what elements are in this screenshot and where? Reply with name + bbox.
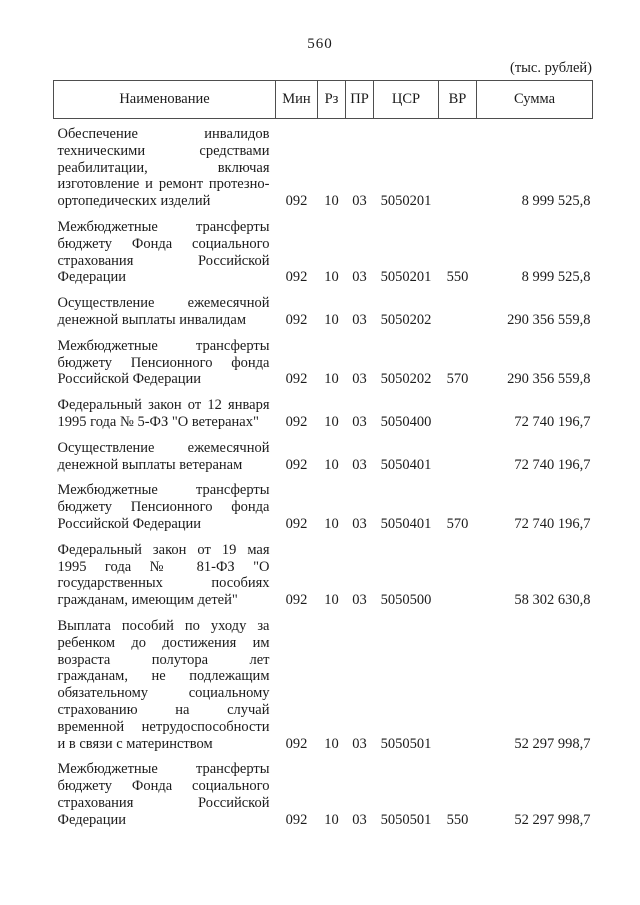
row-vr (439, 119, 477, 210)
row-pr: 03 (352, 193, 367, 210)
row-name-line: Осуществление ежемесячной (57, 439, 270, 456)
row-csr: 5050501 (380, 811, 432, 828)
table-row (54, 119, 593, 210)
row-min: 092 (285, 193, 308, 210)
row-rz: 10 (324, 269, 339, 286)
row-pr: 03 (352, 811, 367, 828)
page-number: 560 (307, 36, 333, 52)
row-min: 092 (285, 456, 308, 473)
row-rz: 10 (324, 413, 339, 430)
row-min: 092 (285, 735, 308, 752)
row-name-line: Межбюджетные трансферты (57, 482, 270, 499)
row-rz: 10 (324, 193, 339, 210)
row-vr (439, 286, 477, 329)
row-name-line: ребенком до достижения им (57, 634, 270, 651)
header-rz: Рз (318, 81, 346, 119)
row-csr: 5050201 (380, 269, 432, 286)
table-row (54, 473, 593, 532)
row-name (58, 397, 270, 431)
row-name-line: 1995 года № 81-ФЗ "О (57, 558, 270, 575)
table-header-row (54, 81, 593, 119)
row-name-line: бюджету Пенсионного фонда (57, 354, 270, 371)
row-csr: 5050202 (380, 371, 432, 388)
row-name-line: гражданам, имеющим детей" (57, 592, 238, 609)
row-min: 092 (285, 592, 308, 609)
row-csr: 5050400 (380, 413, 432, 430)
header-min: Мин (276, 81, 318, 119)
row-name-cell (54, 533, 276, 609)
row-name-line: страхованию на случай (57, 701, 270, 718)
row-name-line: возраста полутора лет (57, 651, 270, 668)
row-name-line: государственных пособиях (57, 575, 270, 592)
row-min: 092 (285, 413, 308, 430)
row-vr: 550 (446, 811, 469, 828)
row-name-line: денежной выплаты ветеранам (57, 456, 243, 473)
row-name-line: реабилитации, включая (57, 159, 270, 176)
row-rz: 10 (324, 515, 339, 532)
row-rz: 10 (324, 592, 339, 609)
row-sum: 72 740 196,7 (514, 456, 591, 473)
row-name-cell (54, 210, 276, 286)
row-sum: 52 297 998,7 (514, 735, 591, 752)
row-vr (439, 431, 477, 474)
row-name-line: страхования Российской (57, 252, 270, 269)
header-name: Наименование (54, 81, 276, 119)
row-sum: 290 356 559,8 (507, 371, 591, 388)
row-name-line: Российской Федерации (57, 515, 202, 532)
row-rz: 10 (324, 456, 339, 473)
row-pr: 03 (352, 456, 367, 473)
row-name-line: Федерации (57, 269, 126, 286)
row-csr: 5050401 (380, 456, 432, 473)
row-pr: 03 (352, 371, 367, 388)
row-name-cell (54, 609, 276, 752)
row-pr: 03 (352, 735, 367, 752)
row-sum: 290 356 559,8 (507, 311, 591, 328)
row-name-line: страхования Российской (57, 794, 270, 811)
row-rz: 10 (324, 735, 339, 752)
row-min: 092 (285, 269, 308, 286)
row-name (58, 126, 270, 210)
row-name-line: бюджету Фонда социального (57, 778, 270, 795)
row-name-line: гражданам, не подлежащим (57, 668, 270, 685)
row-name-line: Федеральный закон от 12 января (57, 397, 270, 414)
row-sum: 72 740 196,7 (514, 515, 591, 532)
row-min: 092 (285, 371, 308, 388)
header-vr: ВР (439, 81, 477, 119)
table-row (54, 431, 593, 474)
row-csr: 5050201 (380, 193, 432, 210)
row-name-line: Выплата пособий по уходу за (57, 617, 270, 634)
row-min: 092 (285, 311, 308, 328)
row-min: 092 (285, 811, 308, 828)
table-header (54, 81, 593, 119)
row-name (58, 219, 270, 286)
row-name (58, 618, 270, 752)
table-body (54, 119, 593, 829)
table-row (54, 210, 593, 286)
row-name-line: и в связи с материнством (57, 735, 213, 752)
row-name-line: техническими средствами (57, 142, 270, 159)
header-sum: Сумма (477, 81, 593, 119)
row-min: 092 (285, 515, 308, 532)
row-name-line: Обеспечение инвалидов (57, 126, 270, 142)
row-pr: 03 (352, 269, 367, 286)
row-vr (439, 388, 477, 431)
row-name-line: бюджету Пенсионного фонда (57, 499, 270, 516)
row-name (58, 482, 270, 532)
table-row (54, 752, 593, 828)
row-rz: 10 (324, 311, 339, 328)
row-pr: 03 (352, 592, 367, 609)
row-sum: 58 302 630,8 (514, 592, 591, 609)
row-name-line: Межбюджетные трансферты (57, 218, 270, 235)
row-vr (439, 609, 477, 752)
row-name-cell (54, 286, 276, 329)
row-csr: 5050501 (380, 735, 432, 752)
row-name-line: изготовление и ремонт протезно- (57, 176, 270, 193)
row-name-line: Федерации (57, 811, 126, 828)
row-name-line: временной нетрудоспособности (57, 718, 270, 735)
row-csr: 5050401 (380, 515, 432, 532)
row-name (58, 338, 270, 388)
row-name (58, 440, 270, 474)
row-name-line: ортопедических изделий (57, 193, 211, 210)
row-rz: 10 (324, 371, 339, 388)
row-name-cell (54, 752, 276, 828)
row-sum: 52 297 998,7 (514, 811, 591, 828)
row-pr: 03 (352, 311, 367, 328)
row-name-line: денежной выплаты инвалидам (57, 311, 246, 328)
header-csr: ЦСР (374, 81, 439, 119)
row-vr: 570 (446, 371, 469, 388)
header-pr: ПР (346, 81, 374, 119)
table-row (54, 388, 593, 431)
row-sum: 8 999 525,8 (521, 269, 591, 286)
row-name-cell (54, 388, 276, 431)
row-name-line: обязательному социальному (57, 685, 270, 702)
units-note: (тыс. рублей) (510, 60, 592, 76)
row-name-line: Осуществление ежемесячной (57, 295, 270, 312)
row-csr: 5050202 (380, 311, 432, 328)
row-pr: 03 (352, 515, 367, 532)
row-csr: 5050500 (380, 592, 432, 609)
row-name (58, 542, 270, 609)
row-name-cell (54, 329, 276, 388)
budget-table (53, 80, 593, 828)
row-sum: 8 999 525,8 (521, 193, 591, 210)
row-name-cell (54, 431, 276, 474)
row-name-line: Федеральный закон от 19 мая (57, 541, 270, 558)
row-vr: 570 (446, 515, 469, 532)
row-name-cell (54, 473, 276, 532)
row-name-line: Межбюджетные трансферты (57, 337, 270, 354)
row-name-line: Межбюджетные трансферты (57, 761, 270, 778)
table-row (54, 609, 593, 752)
table-row (54, 329, 593, 388)
table-row (54, 533, 593, 609)
table-row (54, 286, 593, 329)
row-name-line: бюджету Фонда социального (57, 235, 270, 252)
row-sum: 72 740 196,7 (514, 413, 591, 430)
row-name (58, 761, 270, 828)
row-name-cell (54, 119, 276, 210)
row-name (58, 295, 270, 329)
row-vr: 550 (446, 269, 469, 286)
row-rz: 10 (324, 811, 339, 828)
row-name-line: Российской Федерации (57, 371, 202, 388)
row-name-line: 1995 года № 5-ФЗ "О ветеранах" (57, 413, 259, 430)
row-vr (439, 533, 477, 609)
row-pr: 03 (352, 413, 367, 430)
